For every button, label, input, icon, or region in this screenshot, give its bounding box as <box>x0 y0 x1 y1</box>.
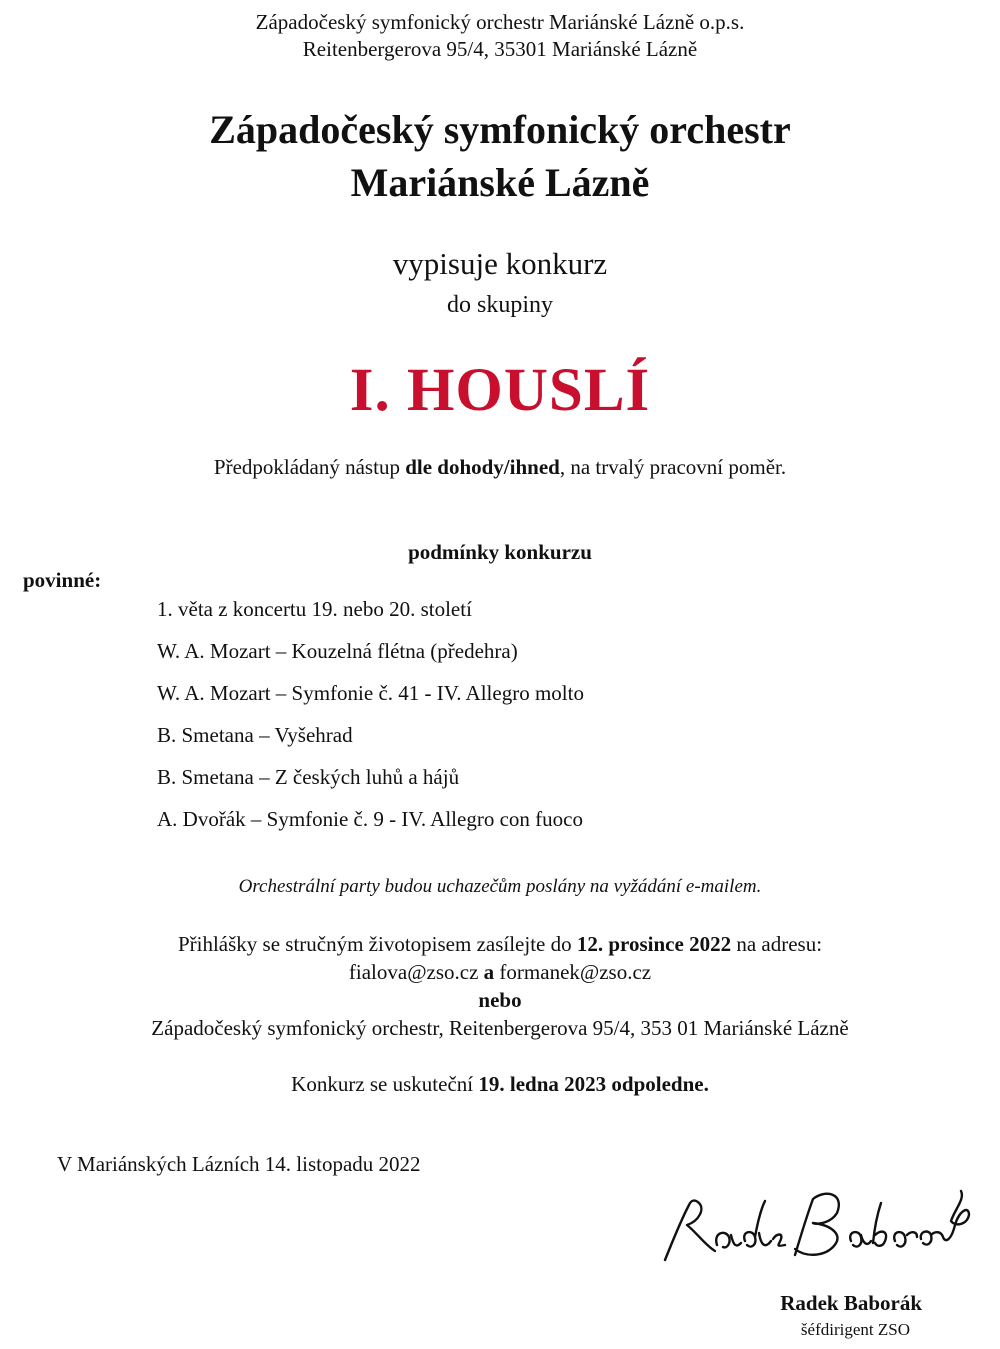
list-item: W. A. Mozart – Kouzelná flétna (předehra) <box>157 639 518 663</box>
mandatory-label: povinné: <box>23 568 102 592</box>
audition-before: Konkurz se uskuteční <box>291 1072 479 1096</box>
announce-line-1: vypisuje konkurz <box>392 246 608 281</box>
application-line-1 <box>0 931 1000 957</box>
postal-address: Západočeský symfonický orchestr, Reitenbergerova 95/4, 353 01 Mariánské Lázně <box>151 1016 849 1040</box>
audition-date: 19. ledna 2023 odpoledne. <box>478 1072 709 1096</box>
header-org-name: Západočeský symfonický orchestr Mariánské Lázně o.p.s. <box>255 10 745 34</box>
list-item: B. Smetana – Z českých luhů a hájů <box>157 765 460 789</box>
title-line-2: Mariánské Lázně <box>350 160 650 205</box>
and-word: a <box>483 960 495 984</box>
start-after: , na trvalý pracovní poměr. <box>559 455 787 479</box>
application-after: na adresu: <box>731 932 823 956</box>
conditions-heading <box>0 539 1000 565</box>
parts-note: Orchestrální party budou uchazečům poslány na vyžádání e-mailem. <box>238 876 762 897</box>
announce-line-2: do skupiny <box>446 292 553 318</box>
place-date: V Mariánských Lázních 14. listopadu 2022 <box>57 1152 421 1176</box>
position-heading: I. HOUSLÍ <box>349 357 651 424</box>
handwritten-signature <box>655 1185 975 1270</box>
list-item: 1. věta z koncertu 19. nebo 20. století <box>157 597 472 621</box>
audition-date-line <box>0 1071 1000 1097</box>
start-bold: dle dohody/ihned <box>405 455 560 479</box>
deadline-date: 12. prosince 2022 <box>576 932 732 956</box>
signatory-title: šéfdirigent ZSO <box>800 1320 910 1339</box>
application-before: Přihlášky se stručným životopisem zasílejte do <box>177 932 577 956</box>
email-1: fialova@zso.cz <box>348 960 479 984</box>
or-word: nebo <box>478 988 522 1012</box>
title-line-1: Západočeský symfonický orchestr <box>209 107 791 152</box>
or-line <box>0 987 1000 1013</box>
signatory-name: Radek Baborák <box>780 1291 922 1315</box>
start-before: Předpokládaný nástup <box>213 455 406 479</box>
email-2: formanek@zso.cz <box>499 960 652 984</box>
mandatory-list <box>157 596 584 848</box>
conditions-heading-text: podmínky konkurzu <box>408 540 592 564</box>
application-emails <box>0 959 1000 985</box>
start-info <box>0 454 1000 480</box>
list-item: A. Dvořák – Symfonie č. 9 - IV. Allegro con fuoco <box>157 807 583 831</box>
header-address: Reitenbergerova 95/4, 35301 Mariánské Lázně <box>302 37 698 61</box>
list-item: B. Smetana – Vyšehrad <box>157 723 353 747</box>
list-item: W. A. Mozart – Symfonie č. 41 - IV. Allegro molto <box>157 681 584 705</box>
